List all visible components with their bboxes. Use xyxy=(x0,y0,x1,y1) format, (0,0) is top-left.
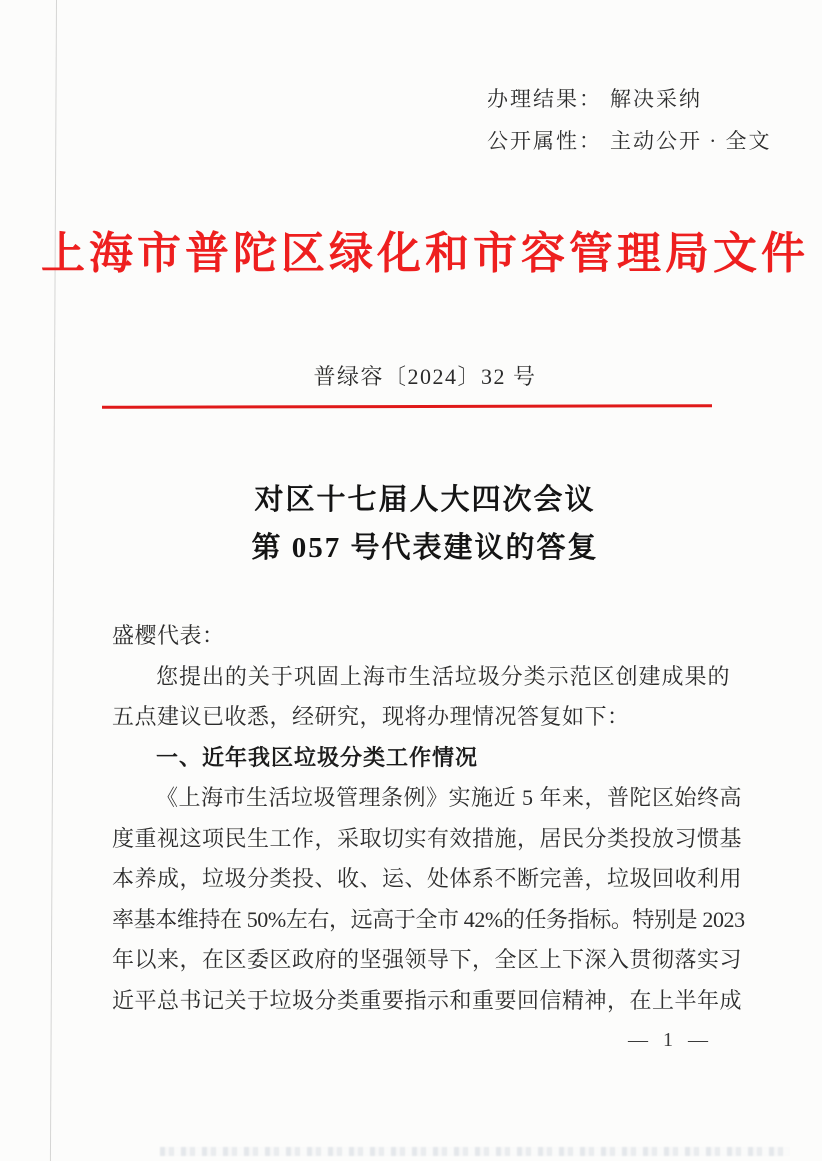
body-line: 近平总书记关于垃圾分类重要指示和重要回信精神，在上半年成 xyxy=(112,987,743,1013)
publicity-line xyxy=(487,120,772,162)
page-number: — 1 — xyxy=(628,1029,713,1051)
agency-masthead-title: 上海市普陀区绿化和市容管理局文件 xyxy=(41,229,809,278)
body-line: 您提出的关于巩固上海市生活垃圾分类示范区创建成果的 xyxy=(156,663,730,689)
publicity-value: 主动公开 · 全文 xyxy=(610,129,772,153)
body-line: 度重视这项民生工作，采取切实有效措施，居民分类投放习惯基 xyxy=(112,825,743,851)
document-title-line1: 对区十七届人大四次会议 xyxy=(254,484,596,516)
next-page-bleed-through xyxy=(160,1147,790,1156)
document-title xyxy=(28,476,822,572)
document-number: 普绿容〔2024〕32 号 xyxy=(313,364,537,389)
body-line-salutation: 盛樱代表： xyxy=(112,623,225,648)
body-line: 率基本维持在 50%左右，远高于全市 42%的任务指标。特别是 2023 xyxy=(112,906,745,932)
publicity-label: 公开属性： xyxy=(487,129,602,153)
handling-result-value: 解决采纳 xyxy=(610,87,702,111)
body-section-heading: 一、近年我区垃圾分类工作情况 xyxy=(156,744,479,770)
handling-result-label: 办理结果： xyxy=(487,87,602,111)
document-title-line2: 第 057 号代表建议的答复 xyxy=(251,532,599,564)
handling-result-line xyxy=(487,78,772,120)
red-divider-rule xyxy=(102,404,712,408)
header-meta xyxy=(487,78,772,162)
body-line: 年以来，在区委区政府的坚强领导下，全区上下深入贯彻落实习 xyxy=(112,947,743,972)
scan-fold-line xyxy=(50,0,57,1161)
body-line: 《上海市生活垃圾管理条例》实施近 5 年来，普陀区始终高 xyxy=(156,785,743,810)
body-line: 五点建议已收悉，经研究，现将办理情况答复如下： xyxy=(112,704,630,729)
body-text xyxy=(112,616,745,1021)
body-line: 本养成，垃圾分类投、收、运、处体系不断完善，垃圾回收利用 xyxy=(112,866,743,891)
